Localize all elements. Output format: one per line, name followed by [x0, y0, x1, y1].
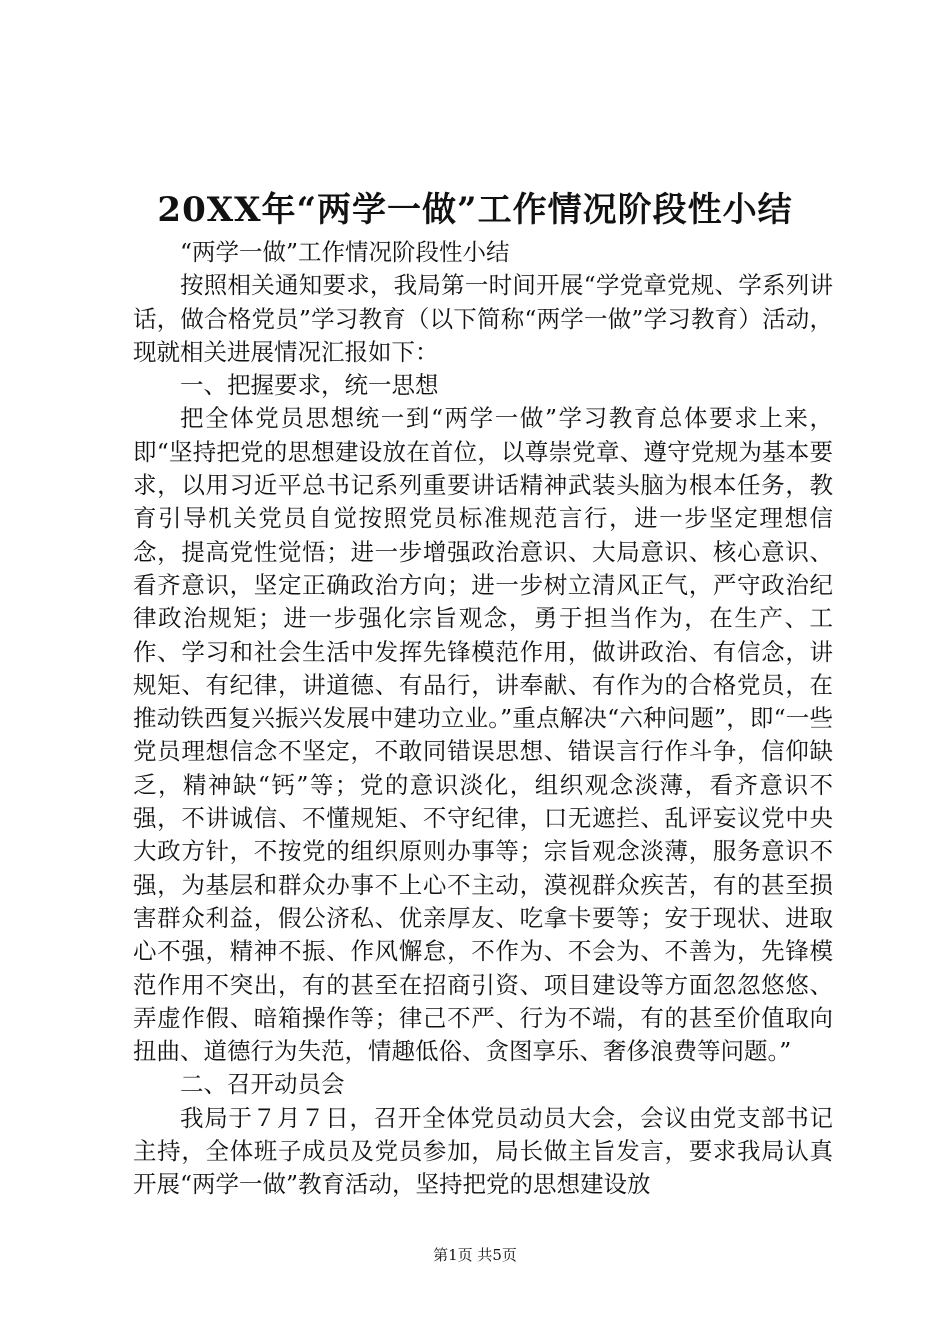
intro-paragraph: 按照相关通知要求，我局第一时间开展“学党章党规、学系列讲话，做合格党员”学习教育（以下简称“两学一做”学习教育）活动，现就相关进展情况汇报如下： — [133, 271, 833, 366]
page-footer — [0, 1245, 950, 1265]
section-1-paragraph: 把全体党员思想统一到“两学一做”学习教育总体要求上来，即“坚持把党的思想建设放在首位，以尊崇党章、遵守党规为基本要求，以用习近平总书记系列重要讲话精神武装头脑为根本任务，教育引导机关党员自觉按照党员标准规范言行，进一步坚定理想信念，提高党性觉悟；进一步增强政治意识、大局意识、核心意识、看齐意识，坚定正确政治方向；进一步树立清风正气，严守政治纪律政治规矩；进一步强化宗旨观念，勇于担当作为，在生产、工作、学习和社会生活中发挥先锋模范作用，做讲政治、有信念，讲规矩、有纪律，讲道德、有品行，讲奉献、有作为的合格党员，在推动铁西复兴振兴发展中建功立业。”重点解决“六种问题”，即“一些党员理想信念不坚定，不敢同错误思想、错误言行作斗争，信仰缺乏，精神缺“钙”等；党的意识淡化，组织观念淡薄，看齐意识不强，不讲诚信、不懂规矩、不守纪律，口无遮拦、乱评妄议党中央大政方针，不按党的组织原则办事等；宗旨观念淡薄，服务意识不强，为基层和群众办事不上心不主动，漠视群众疾苦，有的甚至损害群众利益，假公济私、优亲厚友、吃拿卡要等；安于现状、进取心不强，精神不振、作风懈怠，不作为、不会为、不善为，先锋模范作用不突出，有的甚至在招商引资、项目建设等方面忽忽悠悠、弄虚作假、暗箱操作等；律己不严、行为不端，有的甚至价值取向扭曲、道德行为失范，情趣低俗、贪图享乐、奢侈浪费等问题。” — [133, 404, 833, 1066]
section-2-heading: 二、召开动员会 — [180, 1070, 345, 1099]
document-body — [133, 236, 833, 1202]
section-1-heading: 一、把握要求，统一思想 — [180, 371, 439, 400]
subtitle-line: “两学一做”工作情况阶段性小结 — [180, 238, 510, 266]
document-title: 20XX年“两学一做”工作情况阶段性小结 — [157, 190, 793, 230]
page-number-text: 第1页 共5页 — [433, 1246, 517, 1264]
section-2-paragraph: 我局于７月７日，召开全体党员动员大会，会议由党支部书记主持，全体班子成员及党员参加，局长做主旨发言，要求我局认真开展“两学一做”教育活动，坚持把党的思想建设放 — [133, 1103, 833, 1199]
